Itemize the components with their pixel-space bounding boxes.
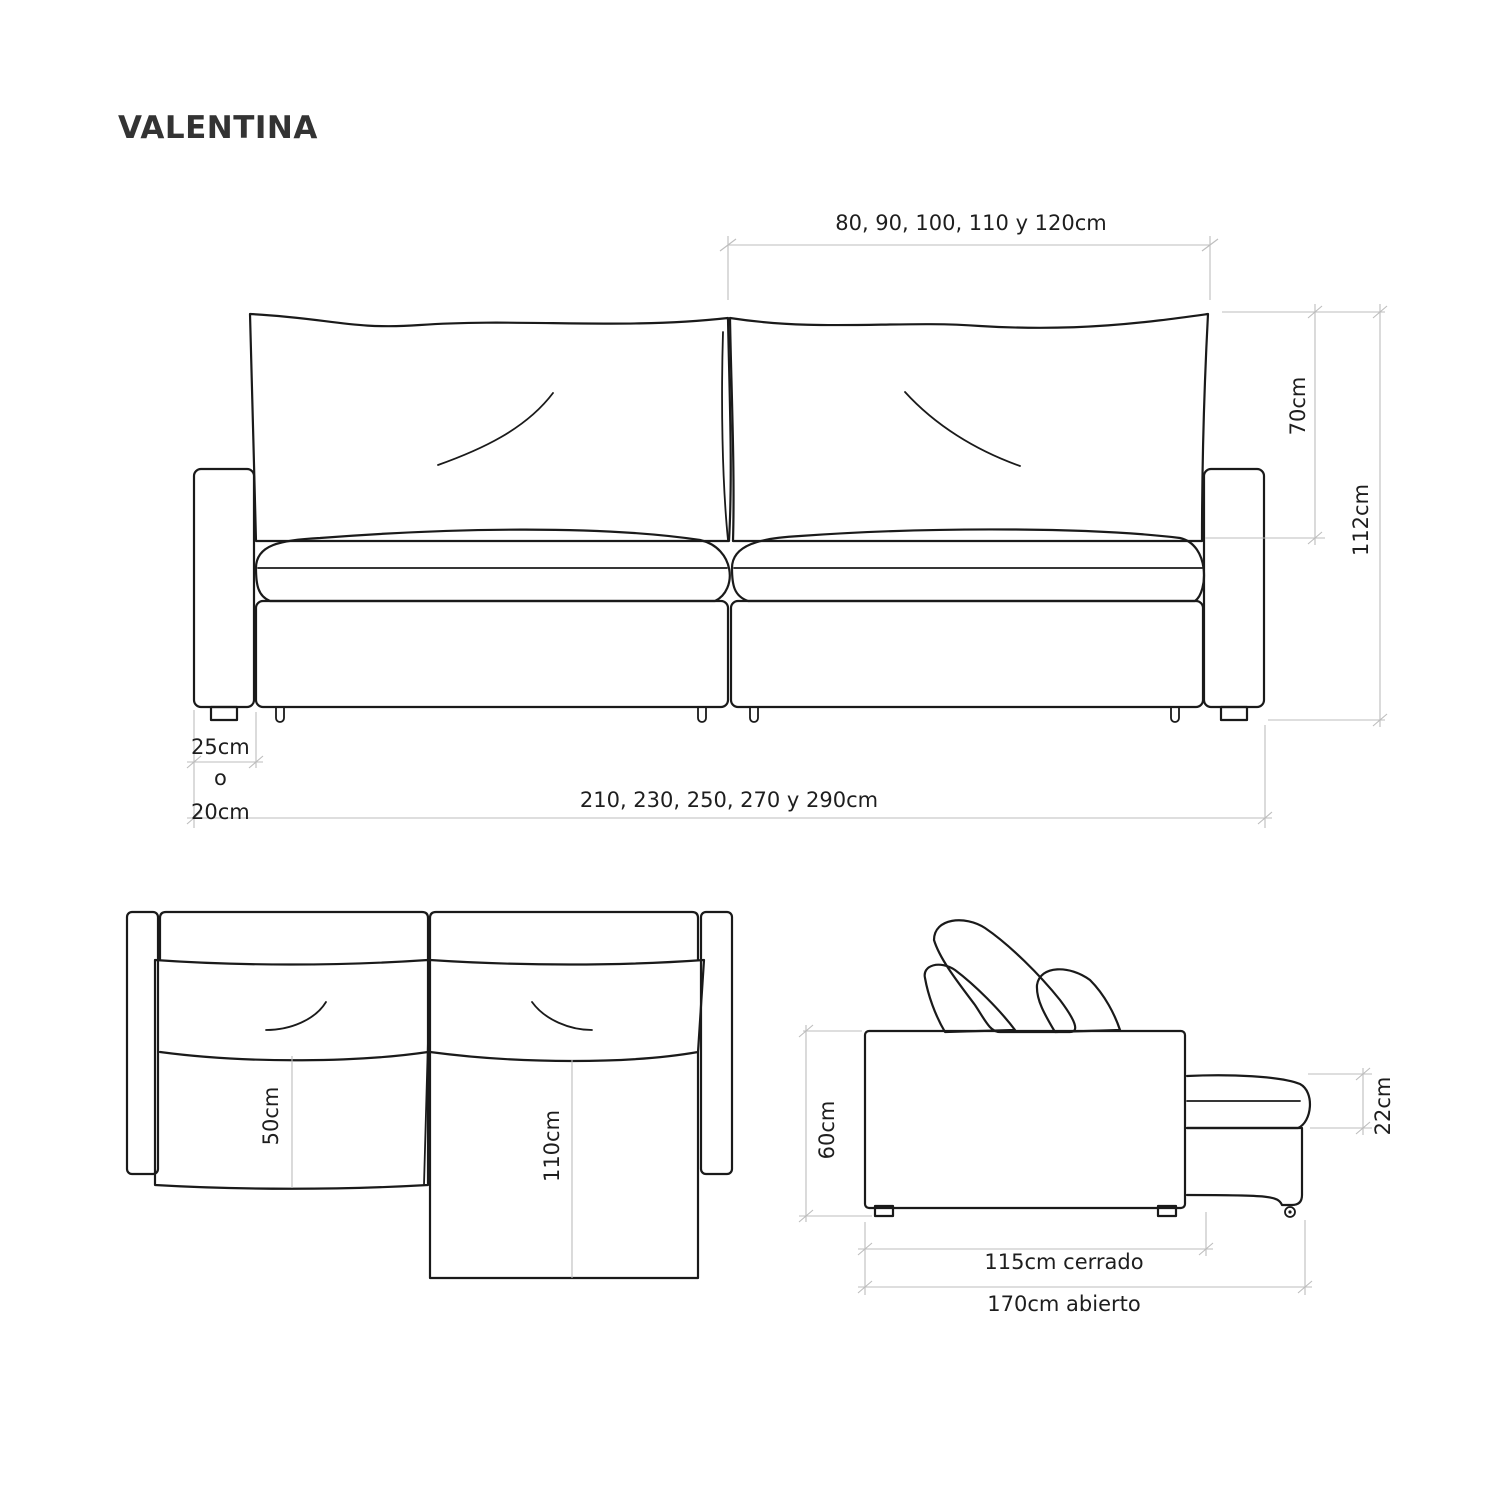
bed-wheel-hub [1288,1210,1291,1213]
right-armrest-top [701,912,732,1174]
chaise-depth-label: 110cm [540,1109,564,1183]
armrest-width-alt-label: 20cm [191,800,250,824]
seat-module-width-label: 80, 90, 100, 110 y 120cm [835,211,1107,235]
wheel [698,708,706,722]
sofa-body-side [865,1031,1185,1208]
cushion-fold-line [722,332,728,540]
cushion-fold-line [438,393,553,465]
left-cushion-edge [160,1052,428,1060]
left-seat-base [256,601,728,707]
front-view [187,211,1387,828]
right-back-top [430,912,698,960]
left-back-top [160,912,428,960]
top-view [127,912,732,1278]
left-foot [211,707,237,720]
bed-base-side [1187,1128,1302,1205]
cushion-fold-line [532,1002,592,1030]
wheel [276,708,284,722]
left-back-cushion [250,314,731,541]
depth-open-label: 170cm abierto [987,1292,1141,1316]
armrest-width-label: 25cm [191,735,250,759]
wheel [750,708,758,722]
side-view [799,920,1395,1316]
back-cushion-side [934,920,1075,1032]
total-height-label: 112cm [1349,483,1373,557]
cushion-fold-line [266,1002,326,1030]
backrest-height-label: 70cm [1286,376,1310,436]
right-seat-base [731,601,1203,707]
armrest-width-alt-separator: o [214,766,227,790]
seat-height-label: 60cm [815,1100,839,1160]
right-back-cushion-top [430,960,704,1061]
right-foot [1221,707,1247,720]
cushion-fold-line [905,392,1020,466]
left-armrest [194,469,254,707]
bed-height-label: 22cm [1371,1076,1395,1136]
total-width-label: 210, 230, 250, 270 y 290cm [579,788,879,812]
left-armrest-top [127,912,158,1174]
cushion-depth-label: 50cm [259,1086,283,1146]
wheel [1171,708,1179,722]
right-armrest [1204,469,1264,707]
right-back-cushion [730,314,1208,541]
page-title: VALENTINA [118,110,318,146]
chaise-top [430,1052,698,1278]
seat-cushion-side [1037,969,1120,1032]
depth-closed-label: 115cm cerrado [984,1250,1144,1274]
